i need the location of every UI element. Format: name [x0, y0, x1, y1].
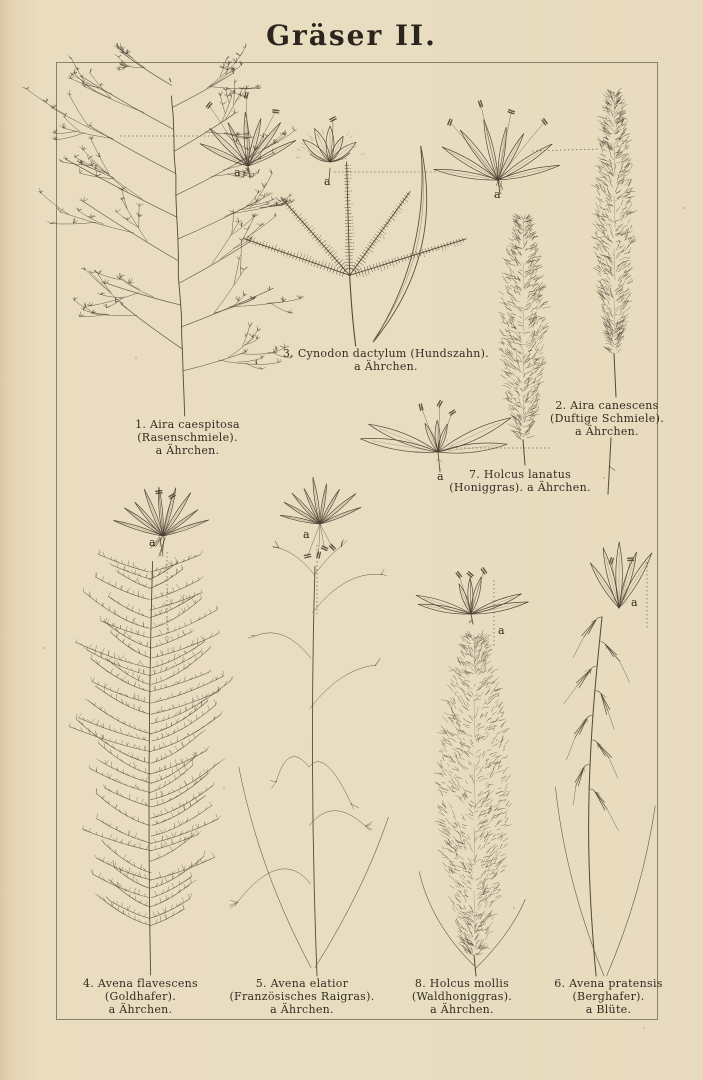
marker-a-holcus-lanatus: a	[437, 470, 444, 483]
page-title: Gräser II.	[266, 19, 437, 52]
caption-holcus-mollis: 8. Holcus mollis (Waldhoniggras). a Ährchen.	[411, 977, 513, 1016]
marker-a-avena-flavescens: a	[149, 536, 156, 549]
caption-aira-caespitosa: 1. Aira caespitosa (Rasenschmiele). a Ährchen.	[135, 418, 240, 457]
caption-avena-flavescens: 4. Avena flavescens (Goldhafer). a Ährchen.	[83, 977, 198, 1016]
marker-a-holcus-mollis: a	[498, 624, 505, 637]
caption-avena-pratensis: 6. Avena pratensis (Berghafer). a Blüte.	[554, 977, 663, 1016]
marker-a-aira-canescens: a	[494, 188, 501, 201]
caption-aira-canescens: 2. Aira canescens (Duftige Schmiele). a Ährchen.	[549, 399, 664, 438]
marker-a-avena-elatior: a	[303, 528, 310, 541]
marker-a-avena-pratensis: a	[631, 596, 638, 609]
marker-a-aira-caespitosa: a	[234, 166, 241, 179]
caption-cynodon-dactylum: 3. Cynodon dactylum (Hundszahn). a Ährchen.	[282, 347, 490, 373]
caption-holcus-lanatus: 7. Holcus lanatus (Honiggras). a Ährchen.	[449, 468, 591, 494]
caption-avena-elatior: 5. Avena elatior (Französisches Raigras). a Ährchen.	[229, 977, 375, 1016]
marker-a-cynodon: a	[324, 175, 331, 188]
